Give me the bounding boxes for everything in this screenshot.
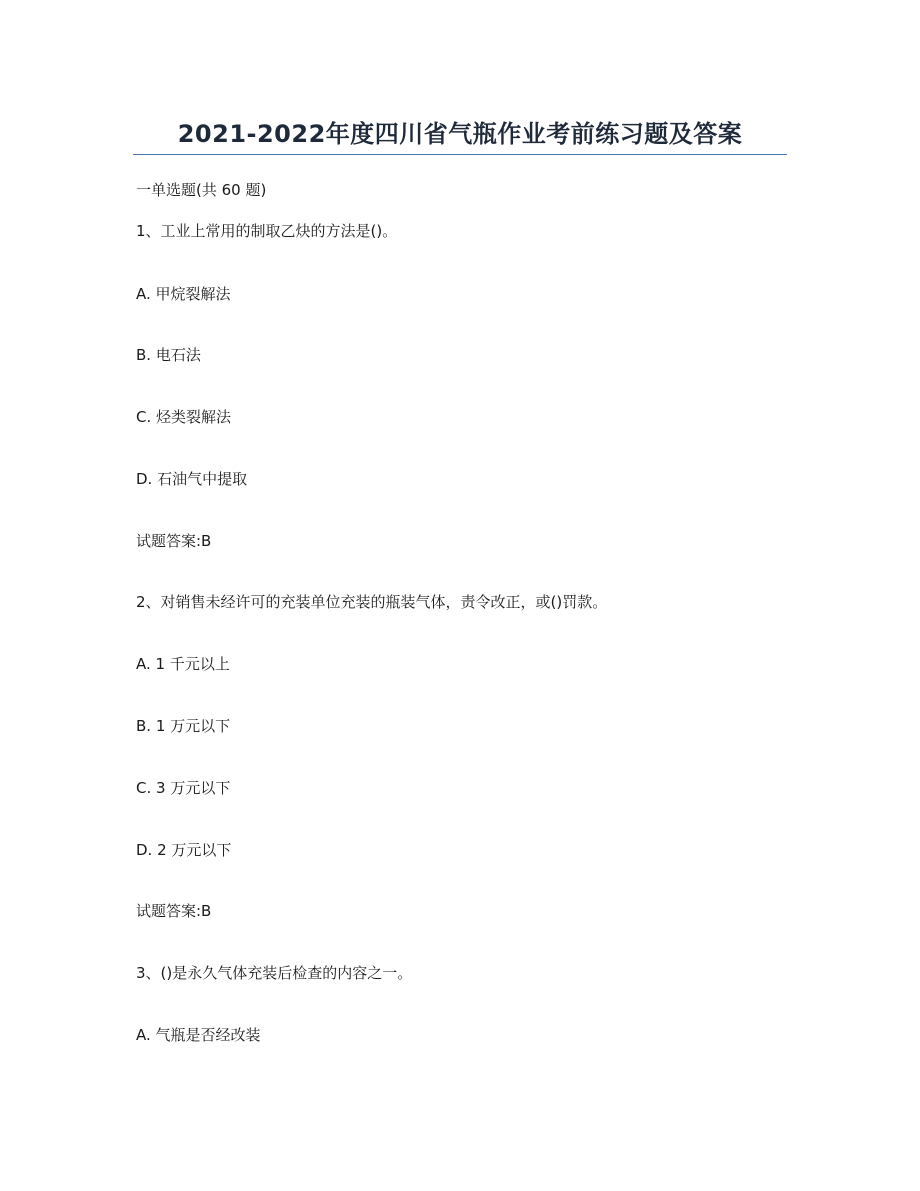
option-a: A. 气瓶是否经改装 (136, 1026, 261, 1044)
option-a: A. 甲烷裂解法 (136, 285, 231, 303)
section-heading: 一单选题(共 60 题) (136, 181, 267, 199)
question-stem: 1、工业上常用的制取乙炔的方法是()。 (136, 222, 398, 240)
option-d: D. 2 万元以下 (136, 841, 232, 859)
option-b: B. 电石法 (136, 346, 201, 364)
title-divider (133, 154, 787, 155)
option-c: C. 烃类裂解法 (136, 408, 232, 426)
option-d: D. 石油气中提取 (136, 470, 248, 488)
option-a: A. 1 千元以上 (136, 655, 230, 673)
document-title: 2021-2022年度四川省气瓶作业考前练习题及答案 (177, 120, 743, 148)
question-stem: 2、对销售未经许可的充装单位充装的瓶装气体，责令改正，或()罚款。 (136, 593, 608, 611)
option-c: C. 3 万元以下 (136, 779, 231, 797)
option-b: B. 1 万元以下 (136, 717, 231, 735)
answer-line: 试题答案:B (136, 902, 212, 920)
question-stem: 3、()是永久气体充装后检查的内容之一。 (136, 964, 413, 982)
answer-line: 试题答案:B (136, 532, 212, 550)
